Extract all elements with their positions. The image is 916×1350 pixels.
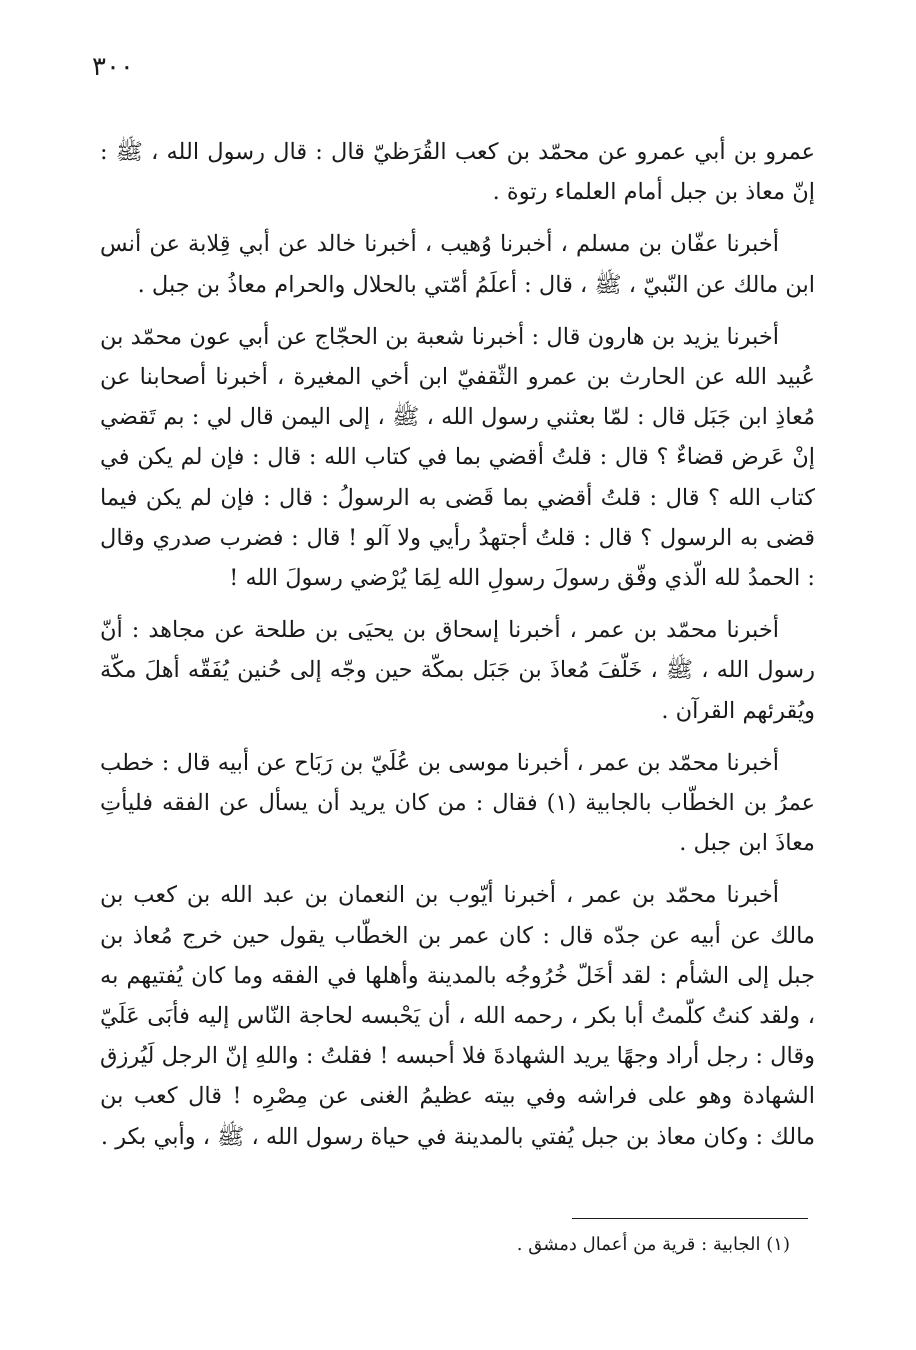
- paragraph: أخبرنا عفّان بن مسلم ، أخبرنا وُهيب ، أخبرنا خالد عن أبي قِلابة عن أنس ابن مالك عن النّبيّ ، ﷺ ، قال : أعلَمُ أمّتي بالحلال والحرام معاذُ بن جبل .: [100, 231, 815, 298]
- paragraph: أخبرنا محمّد بن عمر ، أخبرنا موسى بن عُلَيّ بن رَبَاح عن أبيه قال : خطب عمرُ بن الخطّاب بالجابية (١) فقال : من كان يريد أن يسأل عن الفقه فليأتِ معاذَ ابن جبل .: [100, 749, 816, 857]
- paragraph: أخبرنا محمّد بن عمر ، أخبرنا إسحاق بن يحيَى بن طلحة عن مجاهد : أنّ رسول الله ، ﷺ ، خَلّفَ مُعاذَ بن جَبَل بمكّة حين وجّه إلى حُنين يُفَقّه أهلَ مكّة ويُقرئهم القرآن .: [100, 617, 815, 724]
- paragraph-continuation: عمرو بن أبي عمرو عن محمّد بن كعب القُرَظيّ قال : قال رسول الله ، ﷺ : إنّ معاذ بن جبل أمام العلماء رتوة .: [100, 139, 815, 206]
- paragraph: أخبرنا محمّد بن عمر ، أخبرنا أيّوب بن النعمان بن عبد الله بن كعب بن مالك عن أبيه عن جدّه قال : كان عمر بن الخطّاب يقول حين خرج مُعاذ بن جبل إلى الشأم : لقد أخَلّ خُرُوجُه بالمدينة وأهلها في الفقه وما كان يُفتيهم به ، ولقد كنتُ كلّمتُ أبا بكر ، رحمه الله ، أن يَحْبسه لحاجة النّاس إليه فأبَى عَلَيّ وقال : رجل أراد وجهًا يريد الشهادةَ فلا أحبسه ! فقلتُ : واللهِ إنّ الرجل لَيُرزق الشهادة وهو على فراشه وفي بيته عظيمُ الغنى عن مِصْرِه ! قال كعب بن مالك : وكان معاذ بن جبل يُفتي بالمدينة في حياة رسول الله ، ﷺ ، وأبي بكر .: [100, 882, 815, 1150]
- body-text: [100, 132, 815, 1169]
- footnote: (١) الجابية : قرية من أعمال دمشق .: [516, 1234, 790, 1255]
- footnote-divider: [572, 1218, 808, 1219]
- paragraph: أخبرنا يزيد بن هارون قال : أخبرنا شعبة بن الحجّاج عن أبي عون محمّد بن عُبيد الله عن الحارث بن عمرو الثّقفيّ ابن أخي المغيرة ، أخبرنا أصحابنا عن مُعاذِ ابن جَبَل قال : لمّا بعثني رسول الله ، ﷺ ، إلى اليمن قال لي : بم تَقضي إنْ عَرض قضاءٌ ؟ قال : قلتُ أقضي بما في كتاب الله : قال : فإن لم يكن في كتاب الله ؟ قال : قلتُ أقضي بما قَضى به الرسولُ : قال : فإن لم يكن فيما قضى به الرسول ؟ قال : قلتُ أجتهدُ رأيي ولا آلو ! قال : فضرب صدري وقال : الحمدُ لله الّذي وفّق رسولَ رسولِ الله لِمَا يُرْضي رسولَ الله !: [100, 323, 815, 592]
- page-number: ٣٠٠: [92, 52, 134, 82]
